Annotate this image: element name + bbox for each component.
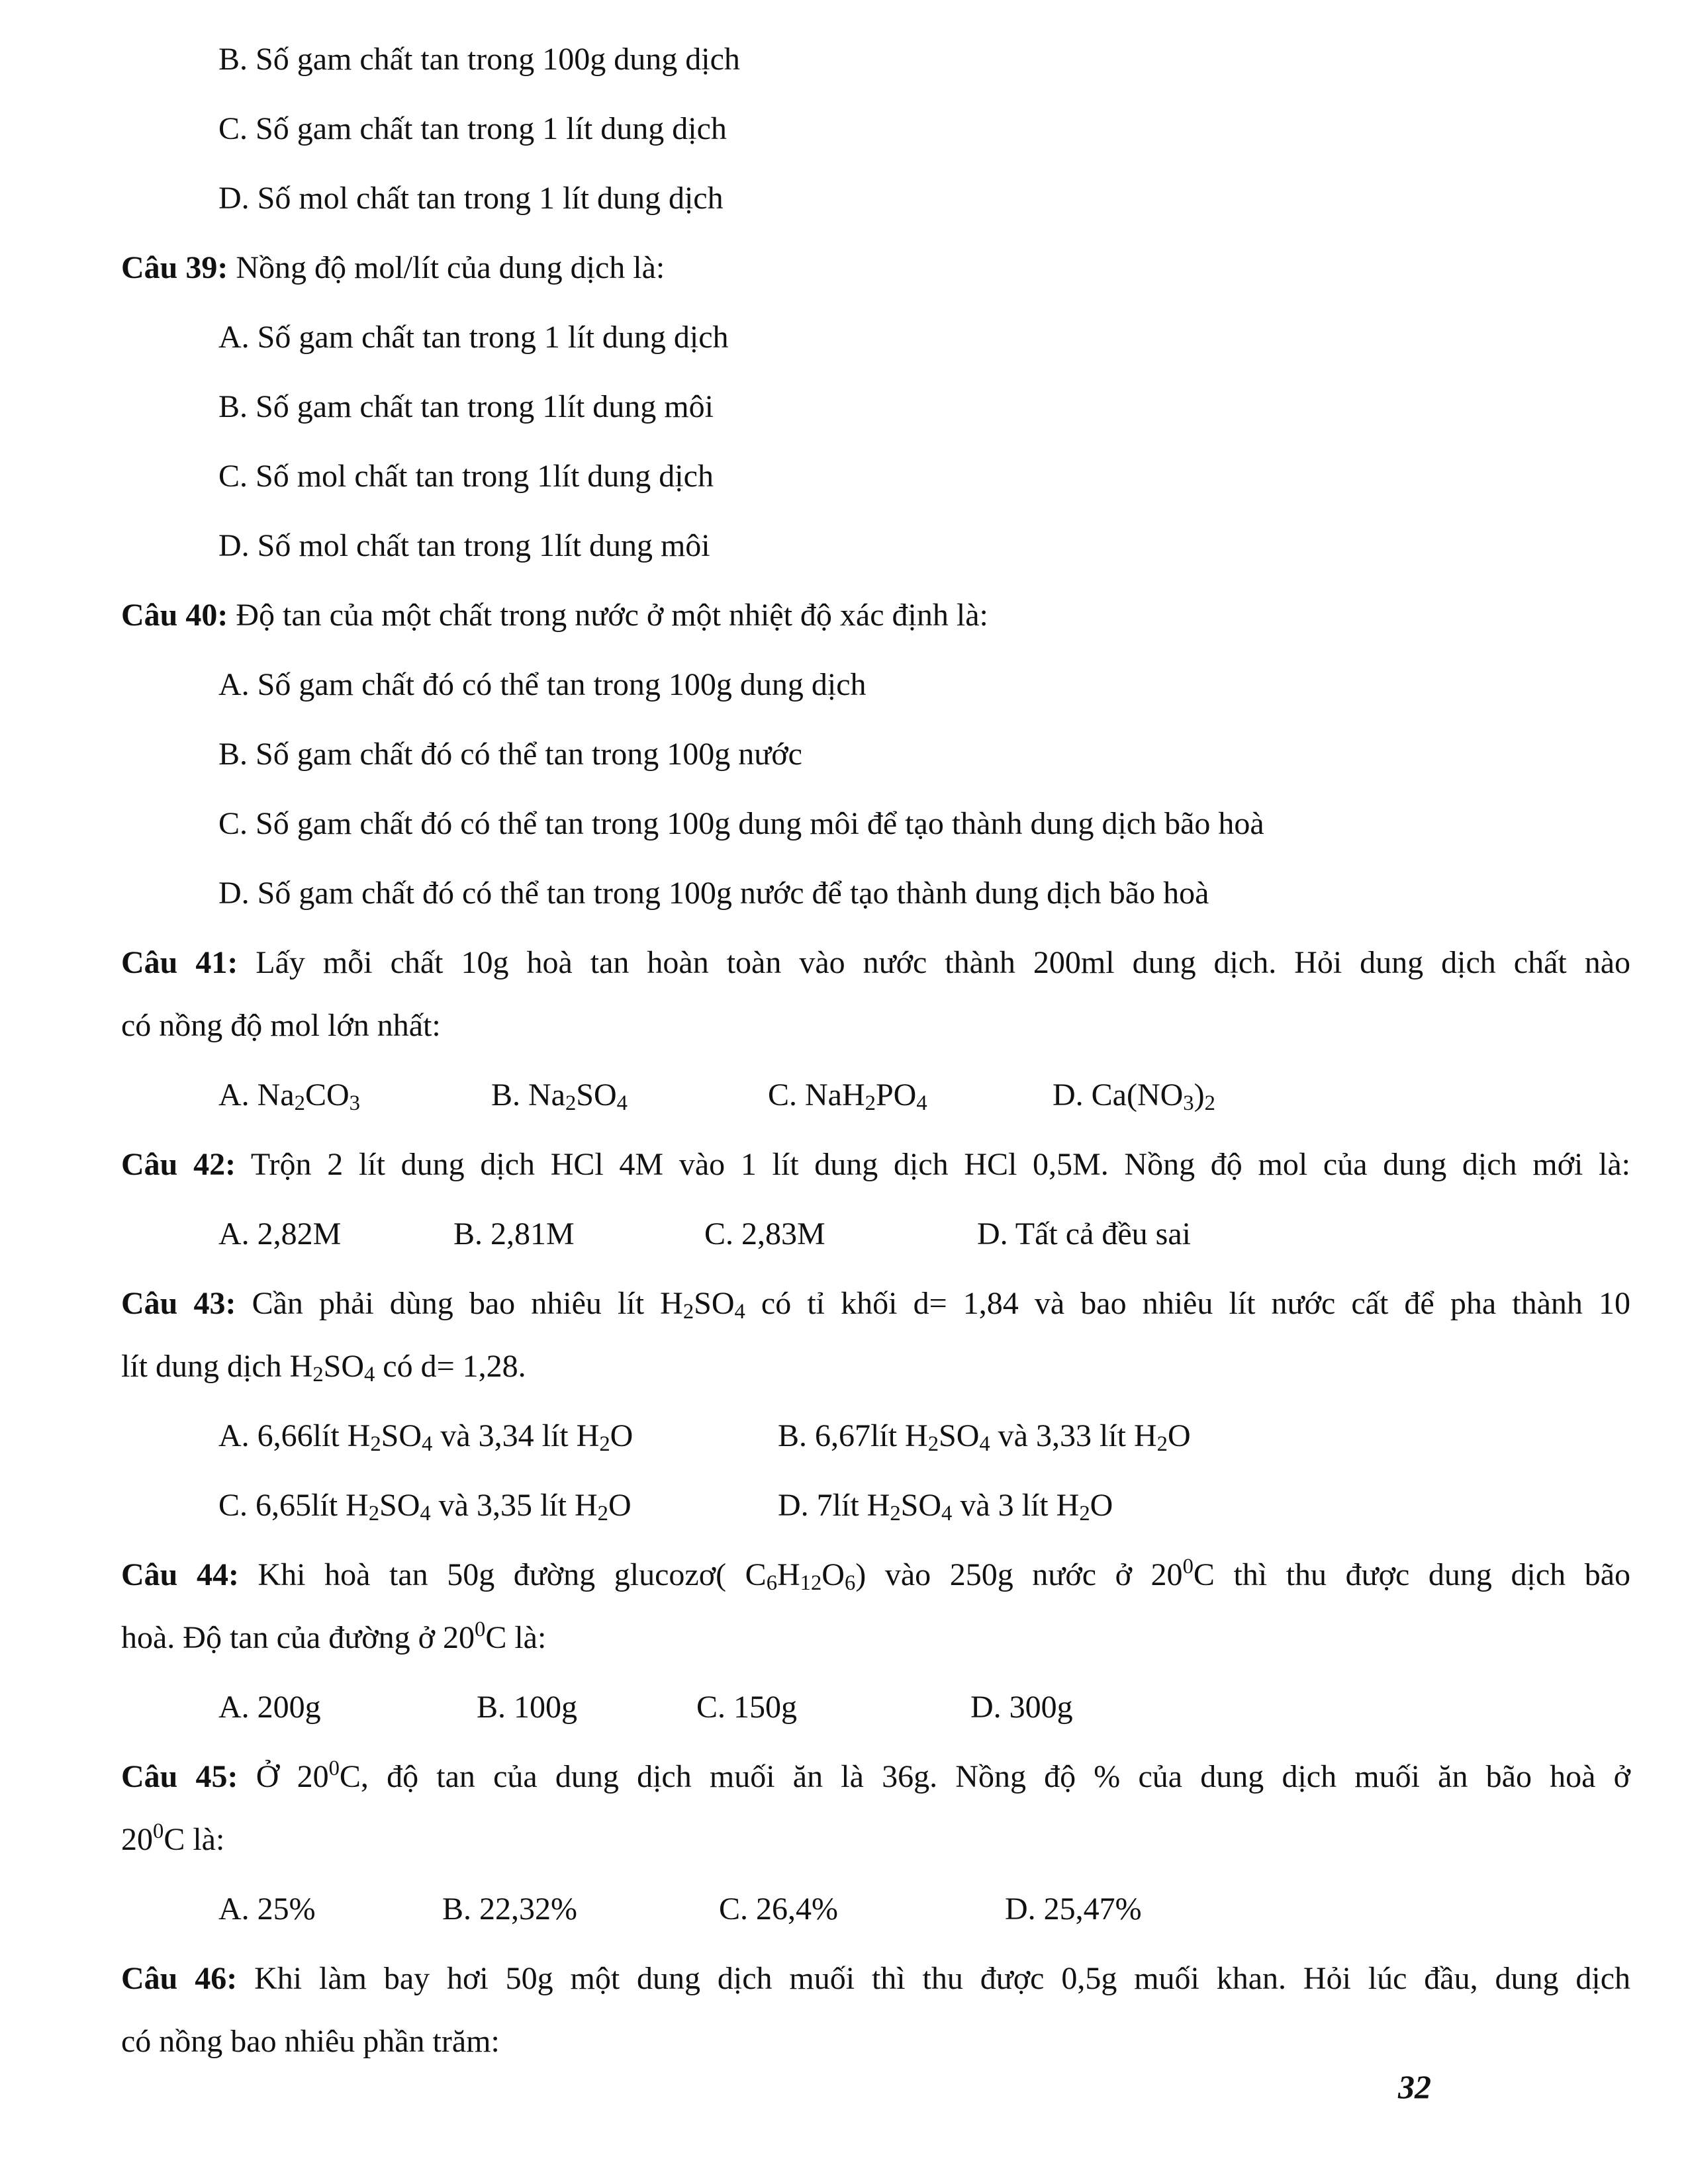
q45-option-d: D. 25,47% bbox=[1005, 1891, 1142, 1927]
q46-label: Câu 46: bbox=[121, 1961, 238, 1996]
q44-option-a: A. 200g bbox=[218, 1690, 321, 1725]
q40-stem bbox=[121, 597, 988, 633]
q44-option-b: B. 100g bbox=[477, 1690, 578, 1725]
q45-option-b: B. 22,32% bbox=[442, 1891, 577, 1927]
q39-option-c: C. Số mol chất tan trong 1lít dung dịch bbox=[218, 459, 714, 494]
q38-option-d: D. Số mol chất tan trong 1 lít dung dịch bbox=[218, 181, 724, 216]
q42-stem bbox=[121, 1146, 1630, 1183]
q43-option-c: C. 6,65lít $H_2SO_4$ và 3,35 lít $H_2O$ bbox=[218, 1488, 632, 1526]
q38-option-b: B. Số gam chất tan trong 100g dung dịch bbox=[218, 42, 740, 77]
q41-option-d: D. $Ca(NO_3)_2$ bbox=[1053, 1077, 1215, 1116]
q42-option-b: B. 2,81M bbox=[453, 1216, 575, 1251]
q44-label: Câu 44: bbox=[121, 1557, 239, 1592]
q41-label: Câu 41: bbox=[121, 945, 238, 980]
q42-option-d: D. Tất cả đều sai bbox=[977, 1216, 1191, 1251]
q39-option-a: A. Số gam chất tan trong 1 lít dung dịch bbox=[218, 320, 729, 355]
q45-option-c: C. 26,4% bbox=[719, 1891, 838, 1927]
q40-label: Câu 40: bbox=[121, 598, 228, 633]
q44-option-d: D. 300g bbox=[970, 1690, 1073, 1725]
q39-text: Nồng độ mol/lít của dung dịch là: bbox=[228, 250, 665, 285]
q43-stem-line1: Câu 43: Cần phải dùng bao nhiêu lít $H_2SO_4$ có tỉ khối d= 1,84 và bao nhiêu lít nước cất để pha thành 10 bbox=[121, 1286, 1631, 1324]
q46-stem-line2: có nồng bao nhiêu phần trăm: bbox=[121, 2024, 500, 2059]
q40-text: Độ tan của một chất trong nước ở một nhiệt độ xác định là: bbox=[228, 598, 988, 633]
q39-stem bbox=[121, 250, 665, 286]
page-number: 32 bbox=[1398, 2068, 1431, 2105]
q40-option-b: B. Số gam chất đó có thể tan trong 100g nước bbox=[218, 737, 802, 772]
q44-stem-line2: hoà. Độ tan của đường ở $20^0C$ là: bbox=[121, 1617, 547, 1655]
q43-option-d: D. 7lít $H_2SO_4$ và 3 lít $H_2O$ bbox=[778, 1488, 1113, 1526]
q42-option-a: A. 2,82M bbox=[218, 1216, 342, 1251]
q46-text-1: Khi làm bay hơi 50g một dung dịch muối thì thu được 0,5g muối khan. Hỏi lúc đầu, dung dịch bbox=[237, 1961, 1631, 1996]
q43-label: Câu 43: bbox=[121, 1286, 236, 1321]
q39-label: Câu 39: bbox=[121, 250, 228, 285]
q42-option-c: C. 2,83M bbox=[704, 1216, 825, 1251]
q41-option-a: A. $Na_2CO_3$ bbox=[218, 1077, 360, 1116]
q46-stem-line1 bbox=[121, 1960, 1630, 1997]
q42-label: Câu 42: bbox=[121, 1147, 236, 1182]
q39-option-d: D. Số mol chất tan trong 1lít dung môi bbox=[218, 528, 710, 563]
q41-stem-line1 bbox=[121, 944, 1630, 981]
q39-option-b: B. Số gam chất tan trong 1lít dung môi bbox=[218, 389, 714, 424]
q43-option-b: B. 6,67lít $H_2SO_4$ và 3,33 lít $H_2O$ bbox=[778, 1418, 1191, 1457]
q41-option-b: B. $Na_2SO_4$ bbox=[491, 1077, 628, 1116]
q41-option-c: C. $NaH_2PO_4$ bbox=[768, 1077, 927, 1116]
q41-text-1: Lấy mỗi chất 10g hoà tan hoàn toàn vào nước thành 200ml dung dịch. Hỏi dung dịch chất nào bbox=[238, 945, 1631, 980]
q45-option-a: A. 25% bbox=[218, 1891, 316, 1927]
q40-option-c: C. Số gam chất đó có thể tan trong 100g dung môi để tạo thành dung dịch bão hoà bbox=[218, 806, 1264, 841]
q45-stem-line2: $20^0C$ là: bbox=[121, 1819, 225, 1857]
q45-stem-line1: Câu 45: Ở $20^0C$, độ tan của dung dịch muối ăn là 36g. Nồng độ % của dung dịch muối ăn bão hoà ở bbox=[121, 1756, 1631, 1794]
q43-stem-line2: lít dung dịch $H_2SO_4$ có d= 1,28. bbox=[121, 1349, 526, 1387]
q45-label: Câu 45: bbox=[121, 1759, 238, 1794]
q44-option-c: C. 150g bbox=[696, 1690, 798, 1725]
q42-text: Trộn 2 lít dung dịch HCl 4M vào 1 lít dung dịch HCl 0,5M. Nồng độ mol của dung dịch mới là: bbox=[236, 1147, 1631, 1182]
q43-option-a: A. 6,66lít $H_2SO_4$ và 3,34 lít $H_2O$ bbox=[218, 1418, 633, 1457]
q41-stem-line2: có nồng độ mol lớn nhất: bbox=[121, 1008, 441, 1043]
q40-option-a: A. Số gam chất đó có thể tan trong 100g dung dịch bbox=[218, 667, 867, 702]
q40-option-d: D. Số gam chất đó có thể tan trong 100g nước để tạo thành dung dịch bão hoà bbox=[218, 876, 1209, 911]
q44-stem-line1: Câu 44: Khi hoà tan 50g đường glucozơ( $C_6H_{12}O_6$) vào 250g nước ở $20^0C$ thì thu được dung dịch bão bbox=[121, 1555, 1631, 1596]
q38-option-c: C. Số gam chất tan trong 1 lít dung dịch bbox=[218, 111, 727, 146]
